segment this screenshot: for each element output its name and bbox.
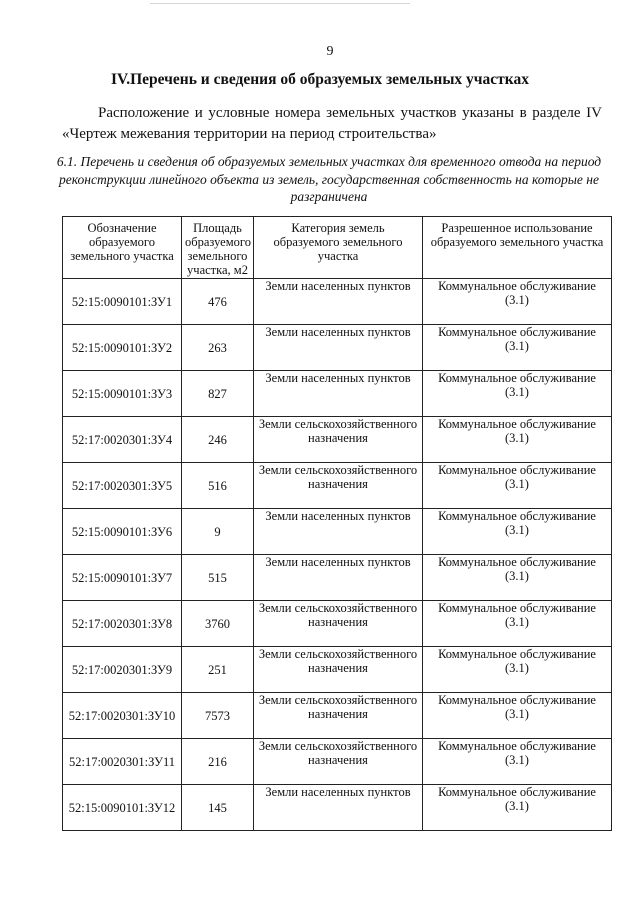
table-row (63, 417, 612, 463)
parcel-category: Земли населенных пунктов (254, 785, 423, 831)
parcel-category: Земли сельскохозяйственного назначения (254, 647, 423, 693)
parcel-designation: 52:17:0020301:ЗУ4 (63, 417, 182, 463)
parcel-area: 216 (182, 739, 254, 785)
parcel-designation: 52:15:0090101:ЗУ7 (63, 555, 182, 601)
parcel-usage: Коммунальное обслуживание (3.1) (423, 601, 612, 647)
table-row (63, 693, 612, 739)
parcel-designation: 52:17:0020301:ЗУ10 (63, 693, 182, 739)
table-body (63, 279, 612, 831)
parcel-designation: 52:15:0090101:ЗУ6 (63, 509, 182, 555)
parcel-usage: Коммунальное обслуживание (3.1) (423, 279, 612, 325)
header-category: Категория земель образуемого земельного участка (254, 217, 423, 279)
parcel-category: Земли населенных пунктов (254, 279, 423, 325)
parcel-designation: 52:15:0090101:ЗУ3 (63, 371, 182, 417)
parcel-usage: Коммунальное обслуживание (3.1) (423, 693, 612, 739)
table-header-row (63, 217, 612, 279)
parcel-area: 3760 (182, 601, 254, 647)
header-area: Площадь образуемого земельного участка, м2 (182, 217, 254, 279)
scan-artifact-line (150, 3, 410, 4)
parcel-area: 7573 (182, 693, 254, 739)
table-row (63, 463, 612, 509)
parcel-category: Земли населенных пунктов (254, 371, 423, 417)
parcel-category: Земли сельскохозяйственного назначения (254, 693, 423, 739)
parcel-designation: 52:15:0090101:ЗУ12 (63, 785, 182, 831)
table-row (63, 785, 612, 831)
parcel-usage: Коммунальное обслуживание (3.1) (423, 417, 612, 463)
page-number: 9 (326, 44, 334, 59)
parcel-usage: Коммунальное обслуживание (3.1) (423, 463, 612, 509)
parcel-designation: 52:17:0020301:ЗУ8 (63, 601, 182, 647)
table-row (63, 279, 612, 325)
parcel-designation: 52:15:0090101:ЗУ1 (63, 279, 182, 325)
parcel-area: 251 (182, 647, 254, 693)
table-row (63, 371, 612, 417)
parcel-category: Земли сельскохозяйственного назначения (254, 739, 423, 785)
section-heading: IV.Перечень и сведения об образуемых земельных участках (111, 71, 529, 88)
parcel-area: 246 (182, 417, 254, 463)
parcel-category: Земли населенных пунктов (254, 509, 423, 555)
parcel-area: 516 (182, 463, 254, 509)
table-row (63, 325, 612, 371)
intro-paragraph: Расположение и условные номера земельных участков указаны в разделе IV «Чертеж межевания территории на период строительства» (62, 105, 602, 142)
parcel-designation: 52:17:0020301:ЗУ9 (63, 647, 182, 693)
parcel-usage: Коммунальное обслуживание (3.1) (423, 325, 612, 371)
parcel-area: 515 (182, 555, 254, 601)
parcel-category: Земли сельскохозяйственного назначения (254, 601, 423, 647)
land-parcels-table (62, 216, 612, 831)
table-row (63, 739, 612, 785)
parcel-area: 145 (182, 785, 254, 831)
header-designation: Обозначение образуемого земельного участка (63, 217, 182, 279)
header-usage: Разрешенное использование образуемого земельного участка (423, 217, 612, 279)
parcel-category: Земли сельскохозяйственного назначения (254, 463, 423, 509)
parcel-area: 9 (182, 509, 254, 555)
parcel-category: Земли населенных пунктов (254, 325, 423, 371)
parcel-usage: Коммунальное обслуживание (3.1) (423, 785, 612, 831)
table-row (63, 555, 612, 601)
parcel-usage: Коммунальное обслуживание (3.1) (423, 647, 612, 693)
parcel-category: Земли сельскохозяйственного назначения (254, 417, 423, 463)
parcel-area: 827 (182, 371, 254, 417)
parcel-usage: Коммунальное обслуживание (3.1) (423, 739, 612, 785)
parcel-designation: 52:15:0090101:ЗУ2 (63, 325, 182, 371)
parcel-usage: Коммунальное обслуживание (3.1) (423, 555, 612, 601)
subsection-title: 6.1. Перечень и сведения об образуемых земельных участках для временного отвода на период реконструкции линейного объекта из земель, государственная собственность на которые не разграничена (56, 154, 602, 204)
parcel-designation: 52:17:0020301:ЗУ5 (63, 463, 182, 509)
parcel-area: 476 (182, 279, 254, 325)
table-row (63, 647, 612, 693)
parcel-usage: Коммунальное обслуживание (3.1) (423, 509, 612, 555)
parcel-category: Земли населенных пунктов (254, 555, 423, 601)
parcel-usage: Коммунальное обслуживание (3.1) (423, 371, 612, 417)
parcel-designation: 52:17:0020301:ЗУ11 (63, 739, 182, 785)
table-row (63, 509, 612, 555)
table-row (63, 601, 612, 647)
parcel-area: 263 (182, 325, 254, 371)
